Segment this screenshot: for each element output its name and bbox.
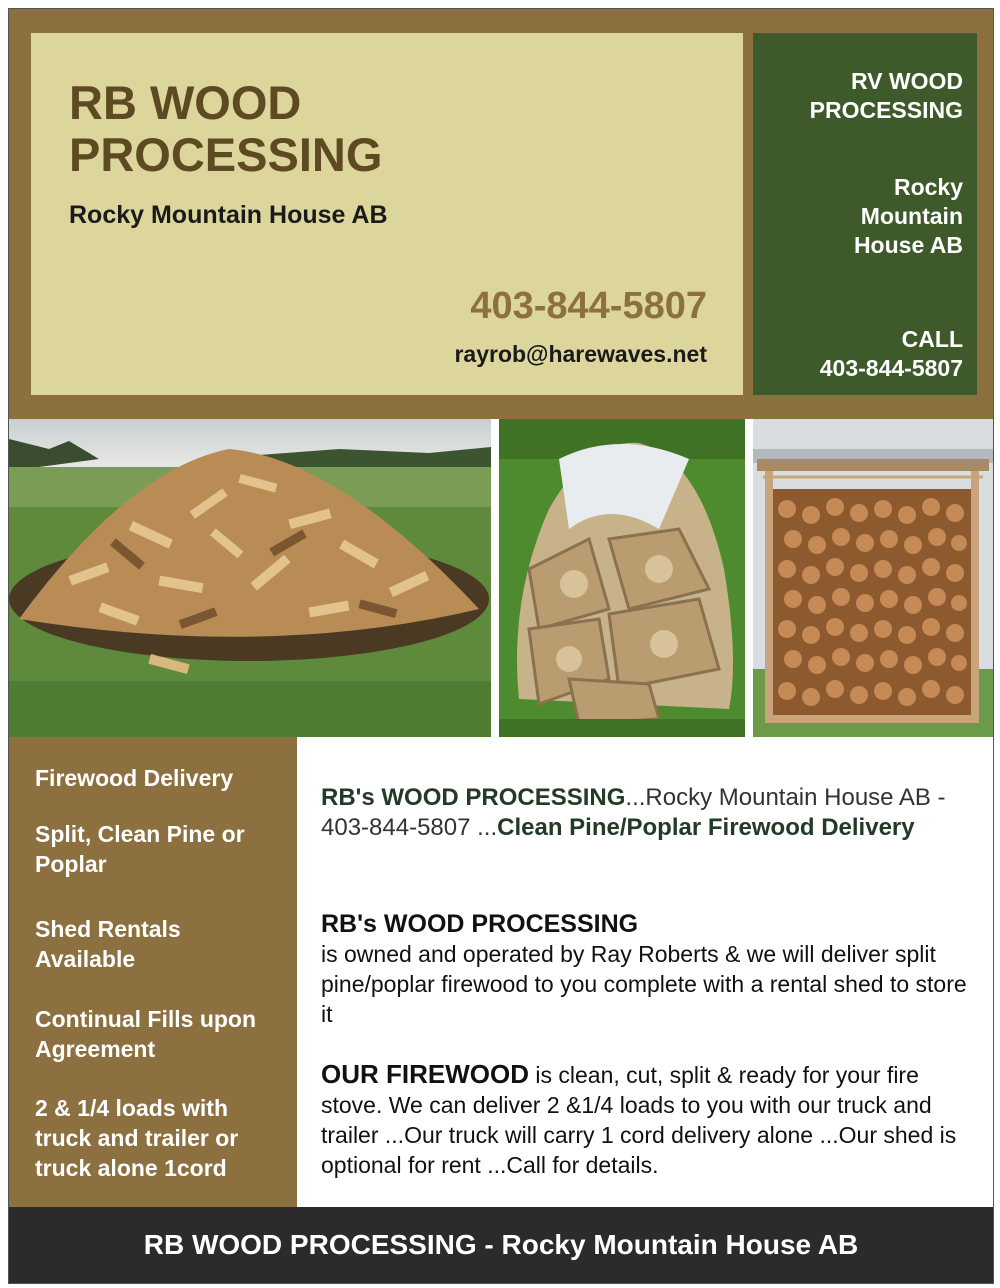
flyer-page <box>8 8 994 1284</box>
description-area <box>297 737 993 1207</box>
feature-item: Firewood Delivery <box>35 765 234 791</box>
title-box <box>31 33 743 395</box>
intro-business-name: RB's WOOD PROCESSING <box>321 784 626 811</box>
about-heading: RB's WOOD PROCESSING <box>321 910 639 938</box>
firewood-pile-photo <box>9 419 491 737</box>
features-sidebar <box>9 737 297 1207</box>
feature-item: 2 & 1/4 loads with truck and trailer or truck alone 1cord <box>35 1095 239 1181</box>
business-name: RB WOOD PROCESSING <box>69 76 383 181</box>
contact-side-box <box>753 33 977 395</box>
side-location: Rocky Mountain House AB <box>853 174 963 258</box>
footer-banner: RB WOOD PROCESSING - Rocky Mountain House AB <box>9 1207 993 1283</box>
side-business-name: RV WOOD PROCESSING <box>809 68 963 123</box>
firewood-text: is clean, cut, split & ready for your fire stove. We can deliver 2 &1/4 loads to you with our truck and trailer ...Our truck will carry 1 cord delivery alone ...Our shed is optional for rent ...Call for details. <box>321 1062 957 1178</box>
side-phone: 403-844-5807 <box>819 355 963 381</box>
intro-service: Clean Pine/Poplar Firewood Delivery <box>497 814 915 841</box>
feature-item: Split, Clean Pine or Poplar <box>35 821 245 877</box>
email-address: rayrob@harewaves.net <box>454 341 707 367</box>
business-location: Rocky Mountain House AB <box>69 201 388 229</box>
intro-text: ...Rocky Mountain House AB - 403-844-5807 ... <box>321 784 946 841</box>
feature-item: Shed Rentals Available <box>35 916 181 972</box>
feature-item: Continual Fills upon Agreement <box>35 1006 257 1062</box>
photo-strip <box>9 419 993 737</box>
firewood-heading: OUR FIREWOOD <box>321 1059 529 1089</box>
about-paragraph <box>321 909 981 1029</box>
side-call-label: CALL <box>901 326 963 352</box>
firewood-bundle-photo <box>499 419 745 737</box>
firewood-paragraph <box>321 1059 981 1180</box>
intro-paragraph <box>321 783 981 843</box>
header-band <box>9 9 993 419</box>
phone-number: 403-844-5807 <box>470 285 707 327</box>
wood-shed-photo <box>753 419 993 737</box>
about-text: is owned and operated by Ray Roberts & we will deliver split pine/poplar firewood to you complete with a rental shed to store it <box>321 941 967 1027</box>
